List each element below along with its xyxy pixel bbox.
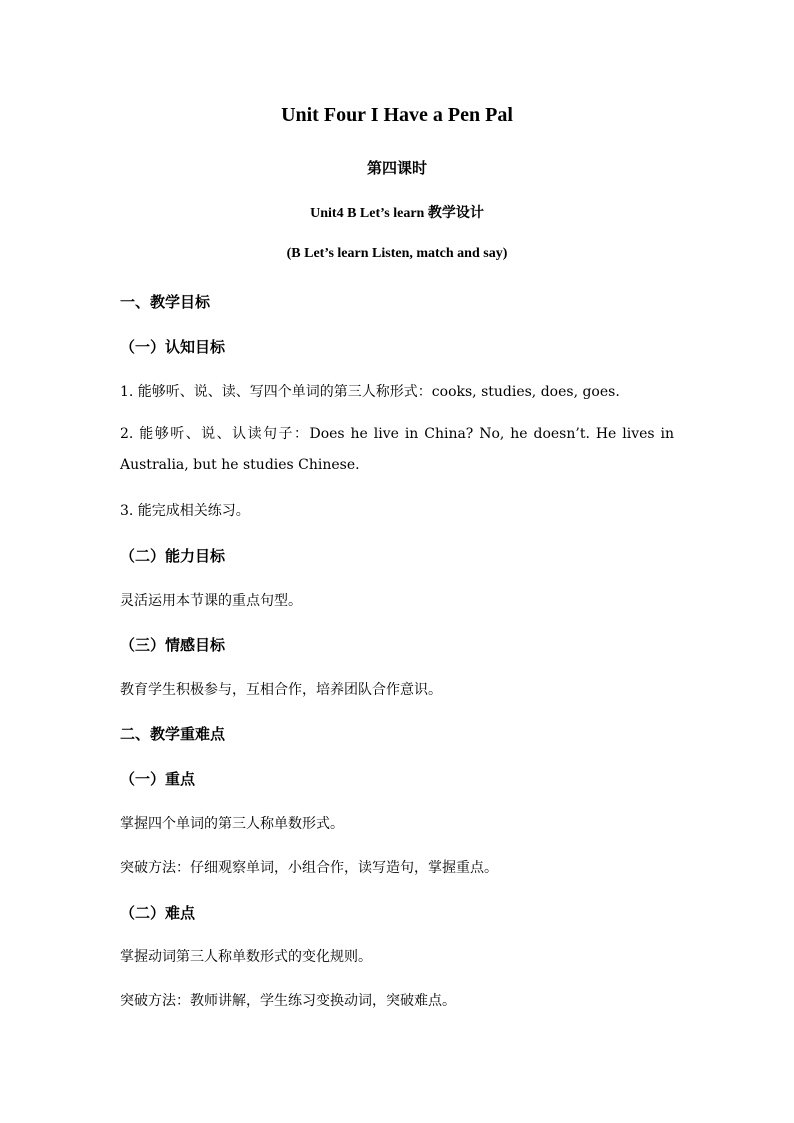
difficulty-text: 掌握动词第三人称单数形式的变化规则。: [120, 949, 372, 965]
ability-heading: （二）能力目标: [120, 547, 226, 565]
emotion-text: 教育学生积极参与，互相合作，培养团队合作意识。: [120, 682, 442, 698]
emotion-heading: （三）情感目标: [120, 636, 226, 654]
lesson-label: 第四课时: [366, 159, 427, 177]
cognitive-heading: （一）认知目标: [120, 338, 226, 356]
lesson-subtitle: (B Let’s learn Listen, match and say): [286, 246, 508, 261]
difficulty-heading: （二）难点: [120, 904, 196, 922]
difficulty-method: 突破方法：教师讲解，学生练习变换动词，突破难点。: [120, 993, 456, 1009]
key-text: 掌握四个单词的第三人称单数形式。: [120, 816, 344, 832]
cognitive-item-3: 3. 能完成相关练习。: [120, 503, 250, 519]
cognitive-item-1: 1. 能够听、说、读、写四个单词的第三人称形式：cooks, studies, does, goes.: [120, 384, 620, 400]
section2-heading: 二、教学重难点: [120, 725, 226, 743]
cognitive-item-2: 2. 能够听、说、认读句子：Does he live in China? No, he doesn’t. He lives in Australia, but he studies Chinese.: [120, 426, 674, 473]
key-method: 突破方法：仔细观察单词，小组合作，读写造句，掌握重点。: [120, 860, 498, 876]
ability-text: 灵活运用本节课的重点句型。: [120, 593, 302, 609]
key-heading: （一）重点: [120, 770, 196, 788]
design-title: Unit4 B Let’s learn 教学设计: [310, 206, 484, 221]
section1-heading: 一、教学目标: [120, 293, 211, 311]
document-title: Unit Four I Have a Pen Pal: [281, 104, 513, 126]
